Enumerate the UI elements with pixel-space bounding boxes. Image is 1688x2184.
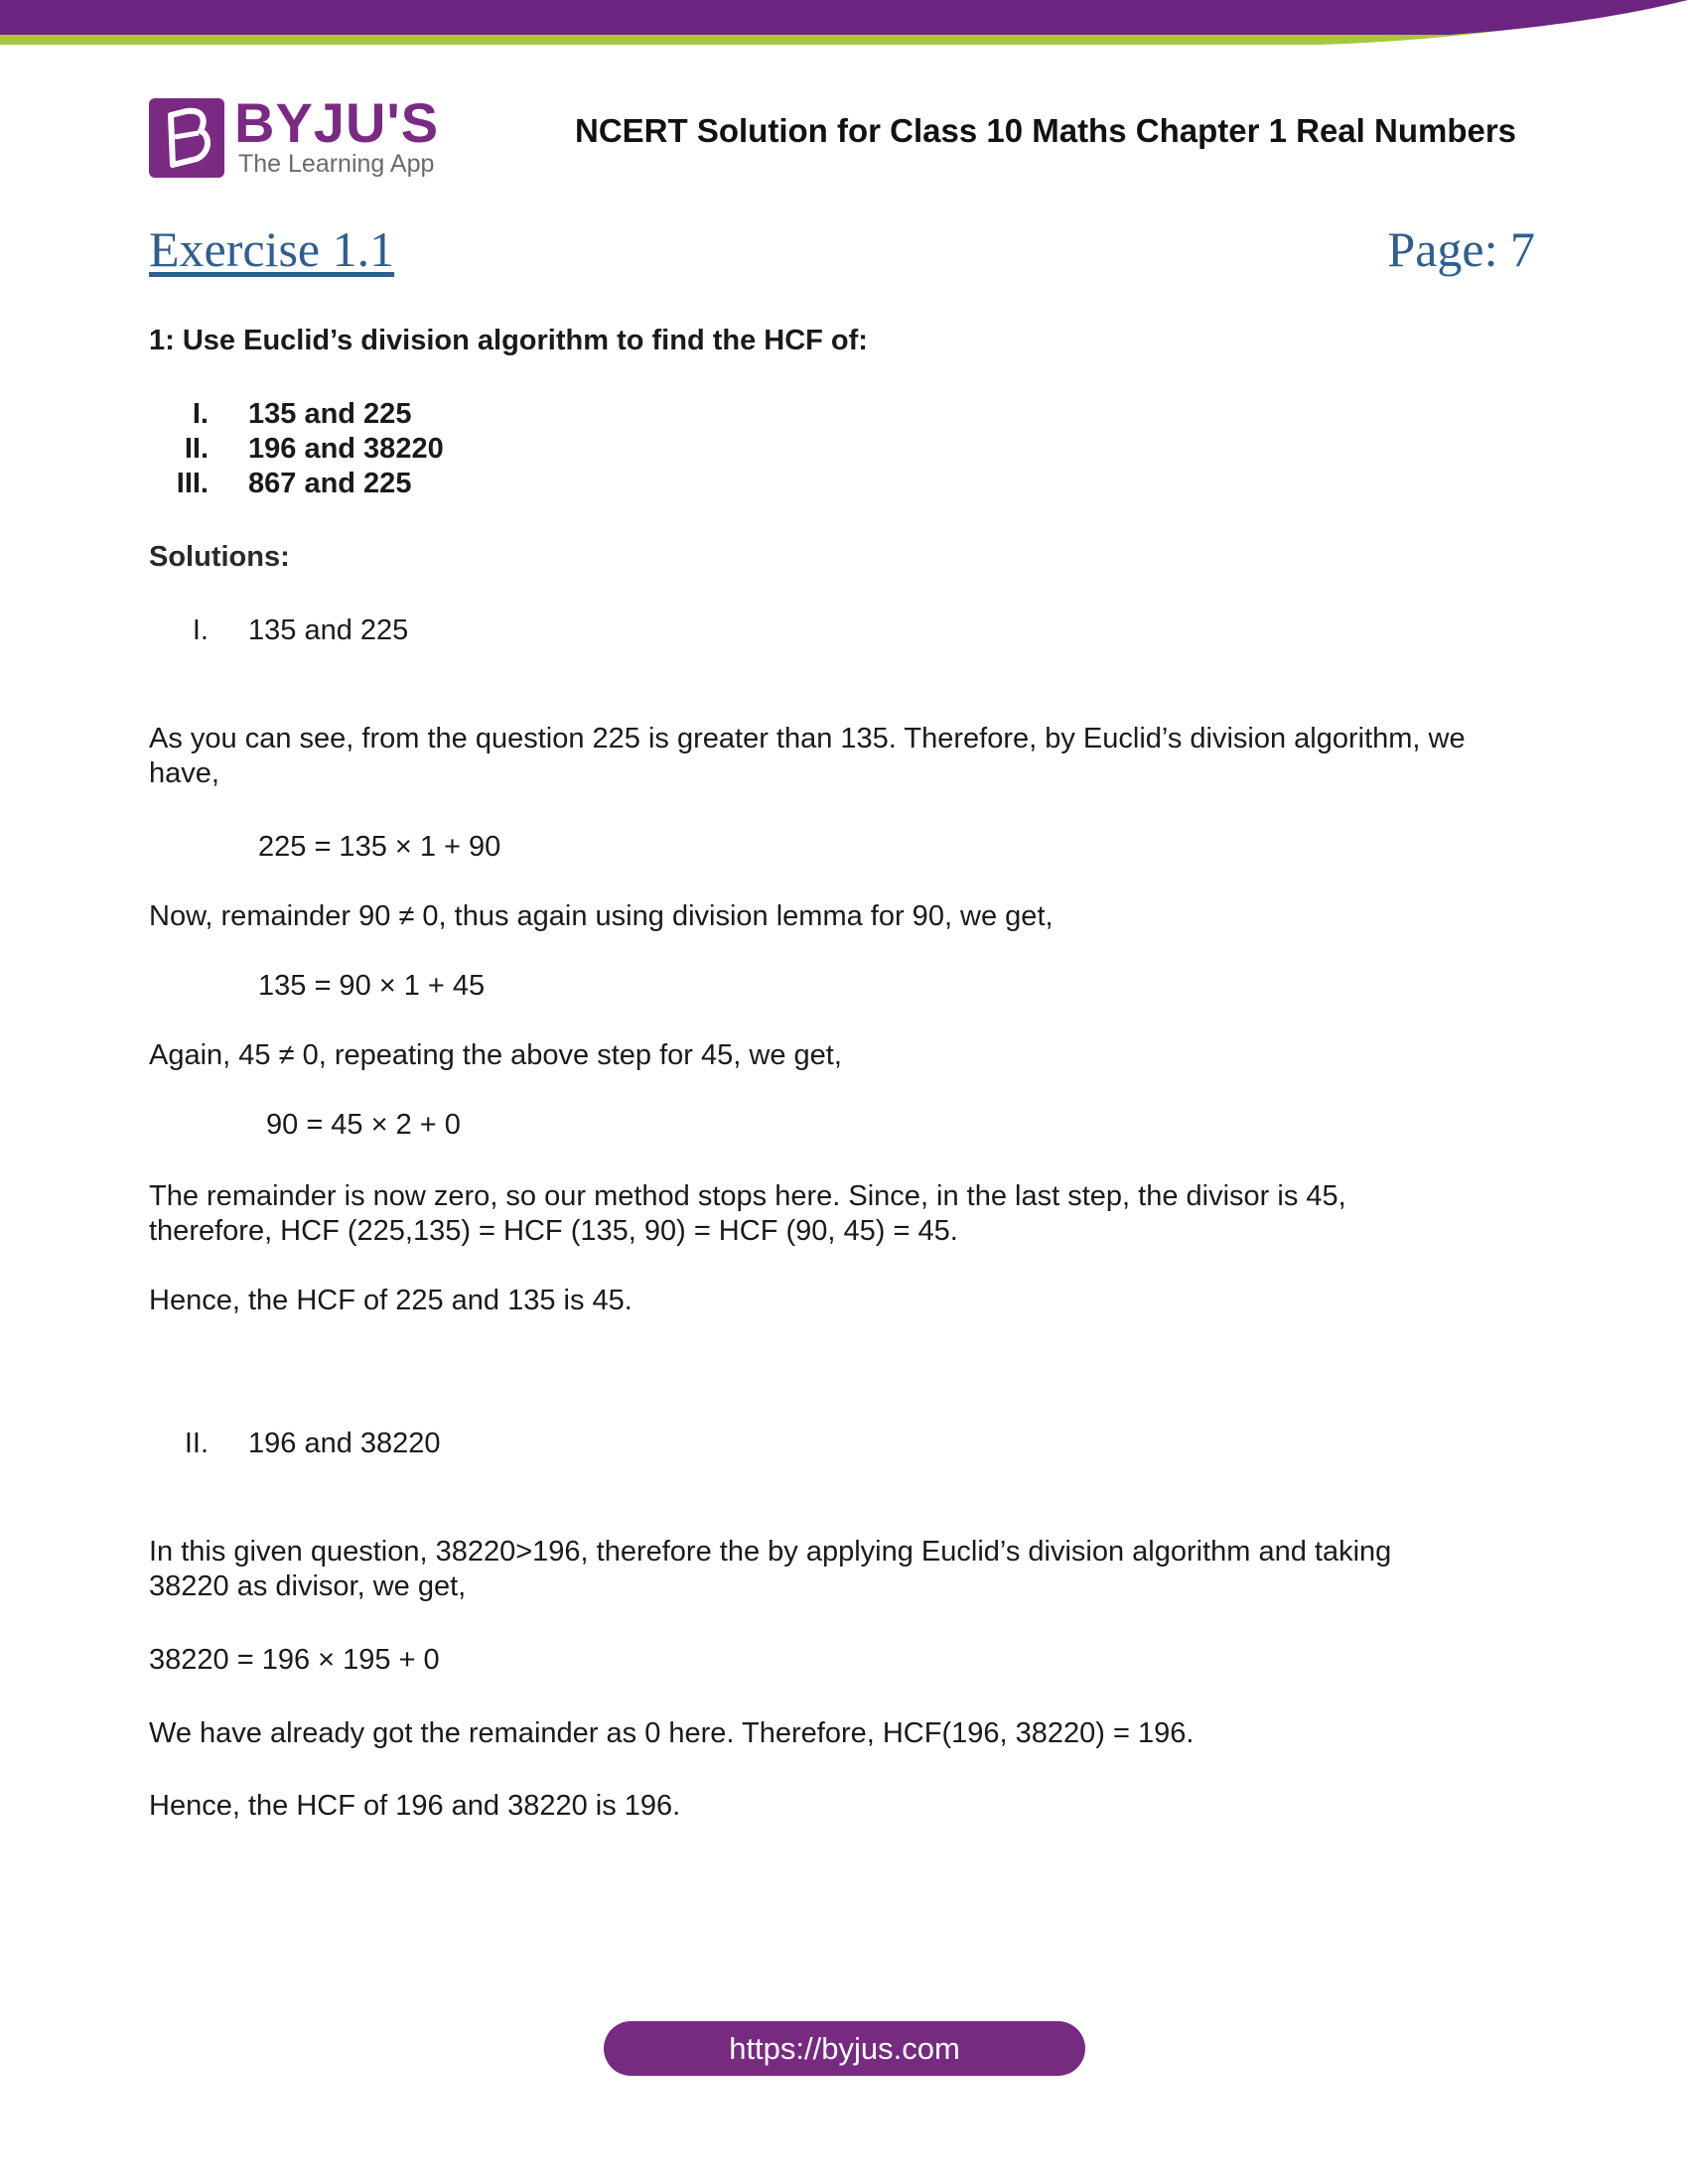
paragraph: In this given question, 38220>196, therefore the by applying Euclid’s division algorithm and taking [149,1536,1392,1568]
list-text: 196 and 38220 [248,1428,441,1459]
page-number: Page: 7 [1387,221,1535,277]
result: Hence, the HCF of 225 and 135 is 45. [149,1285,633,1316]
brand-tagline: The Learning App [238,150,435,178]
byjus-b-icon [149,98,224,178]
exercise-title: Exercise 1.1 [149,221,395,277]
result: Hence, the HCF of 196 and 38220 is 196. [149,1790,681,1822]
solution-part-2-heading [149,1427,745,1462]
question-list [149,397,745,506]
brand-name: BYJU'S [234,91,440,154]
list-text: 135 and 225 [248,614,409,646]
paragraph: As you can see, from the question 225 is greater than 135. Therefore, by Euclid’s division algorithm, we [149,723,1466,754]
question-text: 1: Use Euclid’s division algorithm to find the HCF of: [149,325,868,356]
list-text: 867 and 225 [248,468,412,499]
list-text: 135 and 225 [248,398,412,430]
equation: 90 = 45 × 2 + 0 [266,1109,461,1141]
paragraph: 38220 as divisor, we get, [149,1570,467,1602]
document-title: NCERT Solution for Class 10 Maths Chapter 1 Real Numbers [575,112,1517,149]
equation: 38220 = 196 × 195 + 0 [149,1644,440,1676]
paragraph: Now, remainder 90 ≠ 0, thus again using division lemma for 90, we get, [149,900,1054,932]
paragraph: We have already got the remainder as 0 here. Therefore, HCF(196, 38220) = 196. [149,1717,1195,1749]
website-link[interactable]: https://byjus.com [604,2021,1085,2076]
paragraph: Again, 45 ≠ 0, repeating the above step for 45, we get, [149,1039,842,1071]
solution-part-1-heading [149,614,745,649]
equation: 135 = 90 × 1 + 45 [258,970,486,1002]
list-numeral: I. [192,614,209,646]
paragraph: therefore, HCF (225,135) = HCF (135, 90) = HCF (90, 45) = 45. [149,1215,958,1247]
list-numeral: II. [184,1428,209,1459]
list-numeral: III. [176,468,209,499]
list-numeral: II. [184,433,209,465]
solutions-heading: Solutions: [149,541,290,573]
header-color-bands [0,0,1688,69]
list-numeral: I. [192,398,209,430]
list-text: 196 and 38220 [248,433,444,465]
equation: 225 = 135 × 1 + 90 [258,831,501,863]
paragraph: The remainder is now zero, so our method stops here. Since, in the last step, the divisor is 45, [149,1180,1346,1212]
paragraph: have, [149,757,219,789]
byjus-logo [149,91,440,179]
